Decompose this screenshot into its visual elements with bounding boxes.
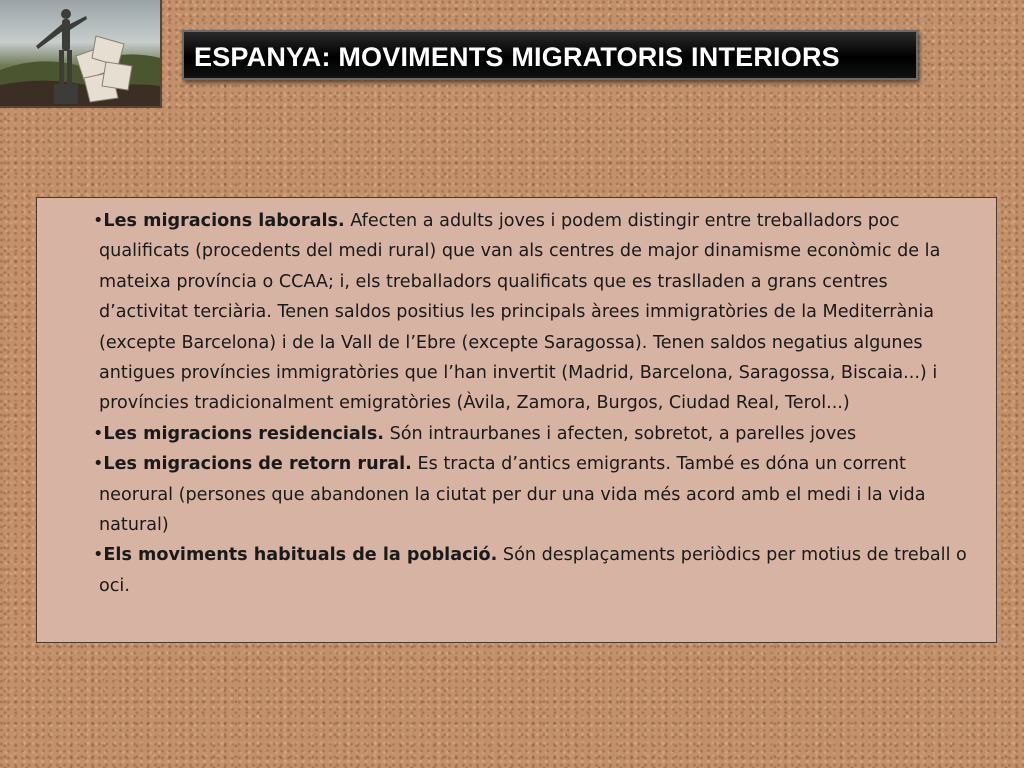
page-title: ESPANYA: MOVIMENTS MIGRATORIS INTERIORS	[182, 30, 918, 80]
list-item-laborals: •Les migracions laborals. Afecten a adults joves i podem distingir entre treballadors poc qualificats (procedents del medi rural) que van als centres de major dinamisme econòmic de la mateixa província o CCAA; i, els treballadors qualificats que es traslladen a grans centres d’activitat terciària. Tenen saldos positius les principals àrees immigratòries de la Mediterrània (excepte Barcelona) i de la Vall de l’Ebre (excepte Saragossa). Tenen saldos negatius algunes antigues províncies immigratòries que l’han invertit (Madrid, Barcelona, Saragossa, Biscaia...) i províncies tradicionalment emigratòries (Àvila, Zamora, Burgos, Ciudad Real, Terol...)	[93, 211, 941, 414]
item-heading: Els moviments habituals de la població.	[103, 545, 498, 566]
content-panel	[36, 197, 997, 643]
list-item-moviments-habituals: •Els moviments habituals de la població. Són desplaçaments periòdics per motius de treball o oci.	[93, 545, 967, 596]
item-text: Afecten a adults joves i podem distingir entre treballadors poc qualificats (procedents del medi rural) que van als centres de major dinamisme econòmic de la mateixa província o CCAA; i, els treballadors qualificats que es traslladen a grans centres d’activitat terciària. Tenen saldos positius les principals àrees immigratòries de la Mediterrània (excepte Barcelona) i de la Vall de l’Ebre (excepte Saragossa). Tenen saldos negatius algunes antigues províncies immigratòries que l’han invertit (Madrid, Barcelona, Saragossa, Biscaia...) i províncies tradicionalment emigratòries (Àvila, Zamora, Burgos, Ciudad Real, Terol...)	[99, 211, 941, 414]
item-heading: Les migracions residencials.	[103, 423, 384, 444]
item-heading: Les migracions de retorn rural.	[103, 454, 412, 475]
list-item-retorn-rural: •Les migracions de retorn rural. Es tracta d’antics emigrants. També es dóna un corrent neorural (persones que abandonen la ciutat per dur una vida més acord amb el medi i la vida natural)	[93, 454, 926, 536]
list-item-residencials: •Les migracions residencials. Són intraurbanes i afecten, sobretot, a parelles joves	[93, 423, 857, 444]
item-heading: Les migracions laborals.	[103, 211, 345, 231]
statue-photo	[0, 0, 162, 108]
item-text: Són desplaçaments periòdics per motius de treball o oci.	[99, 545, 967, 596]
item-text: Són intraurbanes i afecten, sobretot, a parelles joves	[384, 423, 857, 444]
item-text: Es tracta d’antics emigrants. També es dóna un corrent neorural (persones que abandonen la ciutat per dur una vida més acord amb el medi i la vida natural)	[99, 454, 926, 536]
